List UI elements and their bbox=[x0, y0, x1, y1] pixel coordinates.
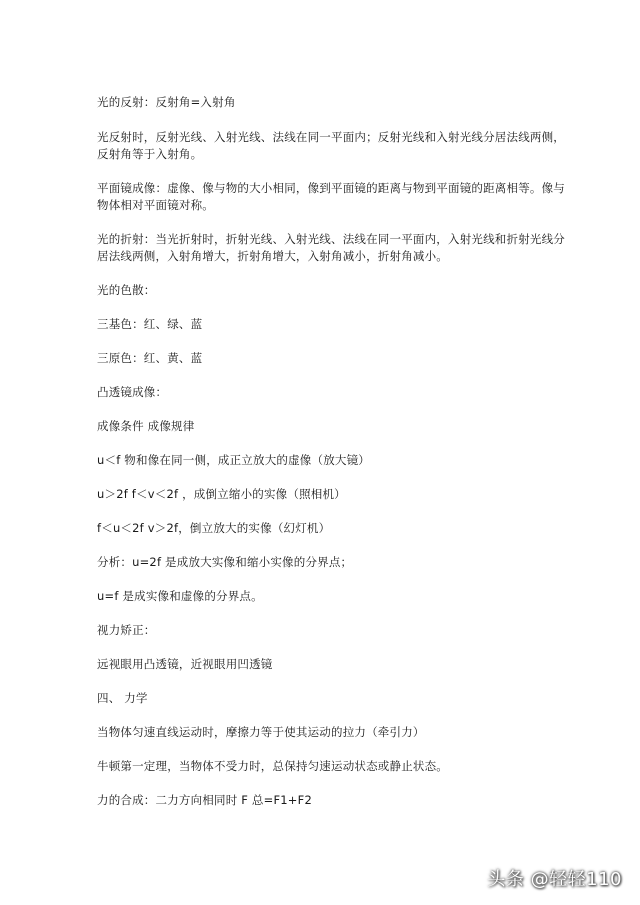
text-line-reflection-detail-2: 反射角等于入射角。 bbox=[97, 147, 203, 161]
text-line-lens-use: 远视眼用凸透镜，近视眼用凹透镜 bbox=[97, 657, 273, 671]
watermark: 头条 @轻轻110 bbox=[487, 869, 622, 890]
text-line-refraction-1: 光的折射：当光折射时，折射光线、入射光线、法线在同一平面内，入射光线和折射光线分 bbox=[97, 232, 565, 246]
text-line-force-composition: 力的合成：二力方向相同时 F 总=F1+F2 bbox=[97, 793, 312, 807]
text-line-f-u-2f: f＜u＜2f v＞2f，倒立放大的实像（幻灯机） bbox=[97, 521, 331, 535]
section-heading-mechanics: 四、 力学 bbox=[97, 691, 148, 705]
text-line-mirror-1: 平面镜成像：虚像、像与物的大小相同，像到平面镜的距离与物到平面镜的距离相等。像与 bbox=[97, 181, 565, 195]
text-line-friction: 当物体匀速直线运动时，摩擦力等于使其运动的拉力（牵引力） bbox=[97, 725, 425, 739]
text-line-newton-first: 牛顿第一定理，当物体不受力时，总保持匀速运动状态或静止状态。 bbox=[97, 759, 448, 773]
text-line-imaging-header: 成像条件 成像规律 bbox=[97, 419, 195, 433]
text-line-mirror-2: 物体相对平面镜对称。 bbox=[97, 198, 214, 212]
text-line-u-greater-2f: u＞2f f＜v＜2f ，成倒立缩小的实像（照相机） bbox=[97, 487, 346, 501]
text-line-vision-correction: 视力矫正： bbox=[97, 623, 156, 637]
text-line-convex-lens: 凸透镜成像： bbox=[97, 385, 168, 399]
text-line-reflection-detail-1: 光反射时，反射光线、入射光线、法线在同一平面内；反射光线和入射光线分居法线两侧， bbox=[97, 130, 565, 144]
text-line-reflection-rule: 光的反射：反射角=入射角 bbox=[97, 95, 236, 109]
text-line-primary-light: 三基色：红、绿、蓝 bbox=[97, 317, 203, 331]
text-line-analysis: 分析：u=2f 是成放大实像和缩小实像的分界点； bbox=[97, 555, 353, 569]
text-line-u-less-f: u＜f 物和像在同一侧，成正立放大的虚像（放大镜） bbox=[97, 453, 370, 467]
text-line-primary-pigment: 三原色：红、黄、蓝 bbox=[97, 351, 203, 365]
text-line-dispersion: 光的色散： bbox=[97, 283, 156, 297]
text-line-u-equals-f: u=f 是成实像和虚像的分界点。 bbox=[97, 589, 263, 603]
text-line-refraction-2: 居法线两侧，入射角增大，折射角增大，入射角减小，折射角减小。 bbox=[97, 249, 448, 263]
